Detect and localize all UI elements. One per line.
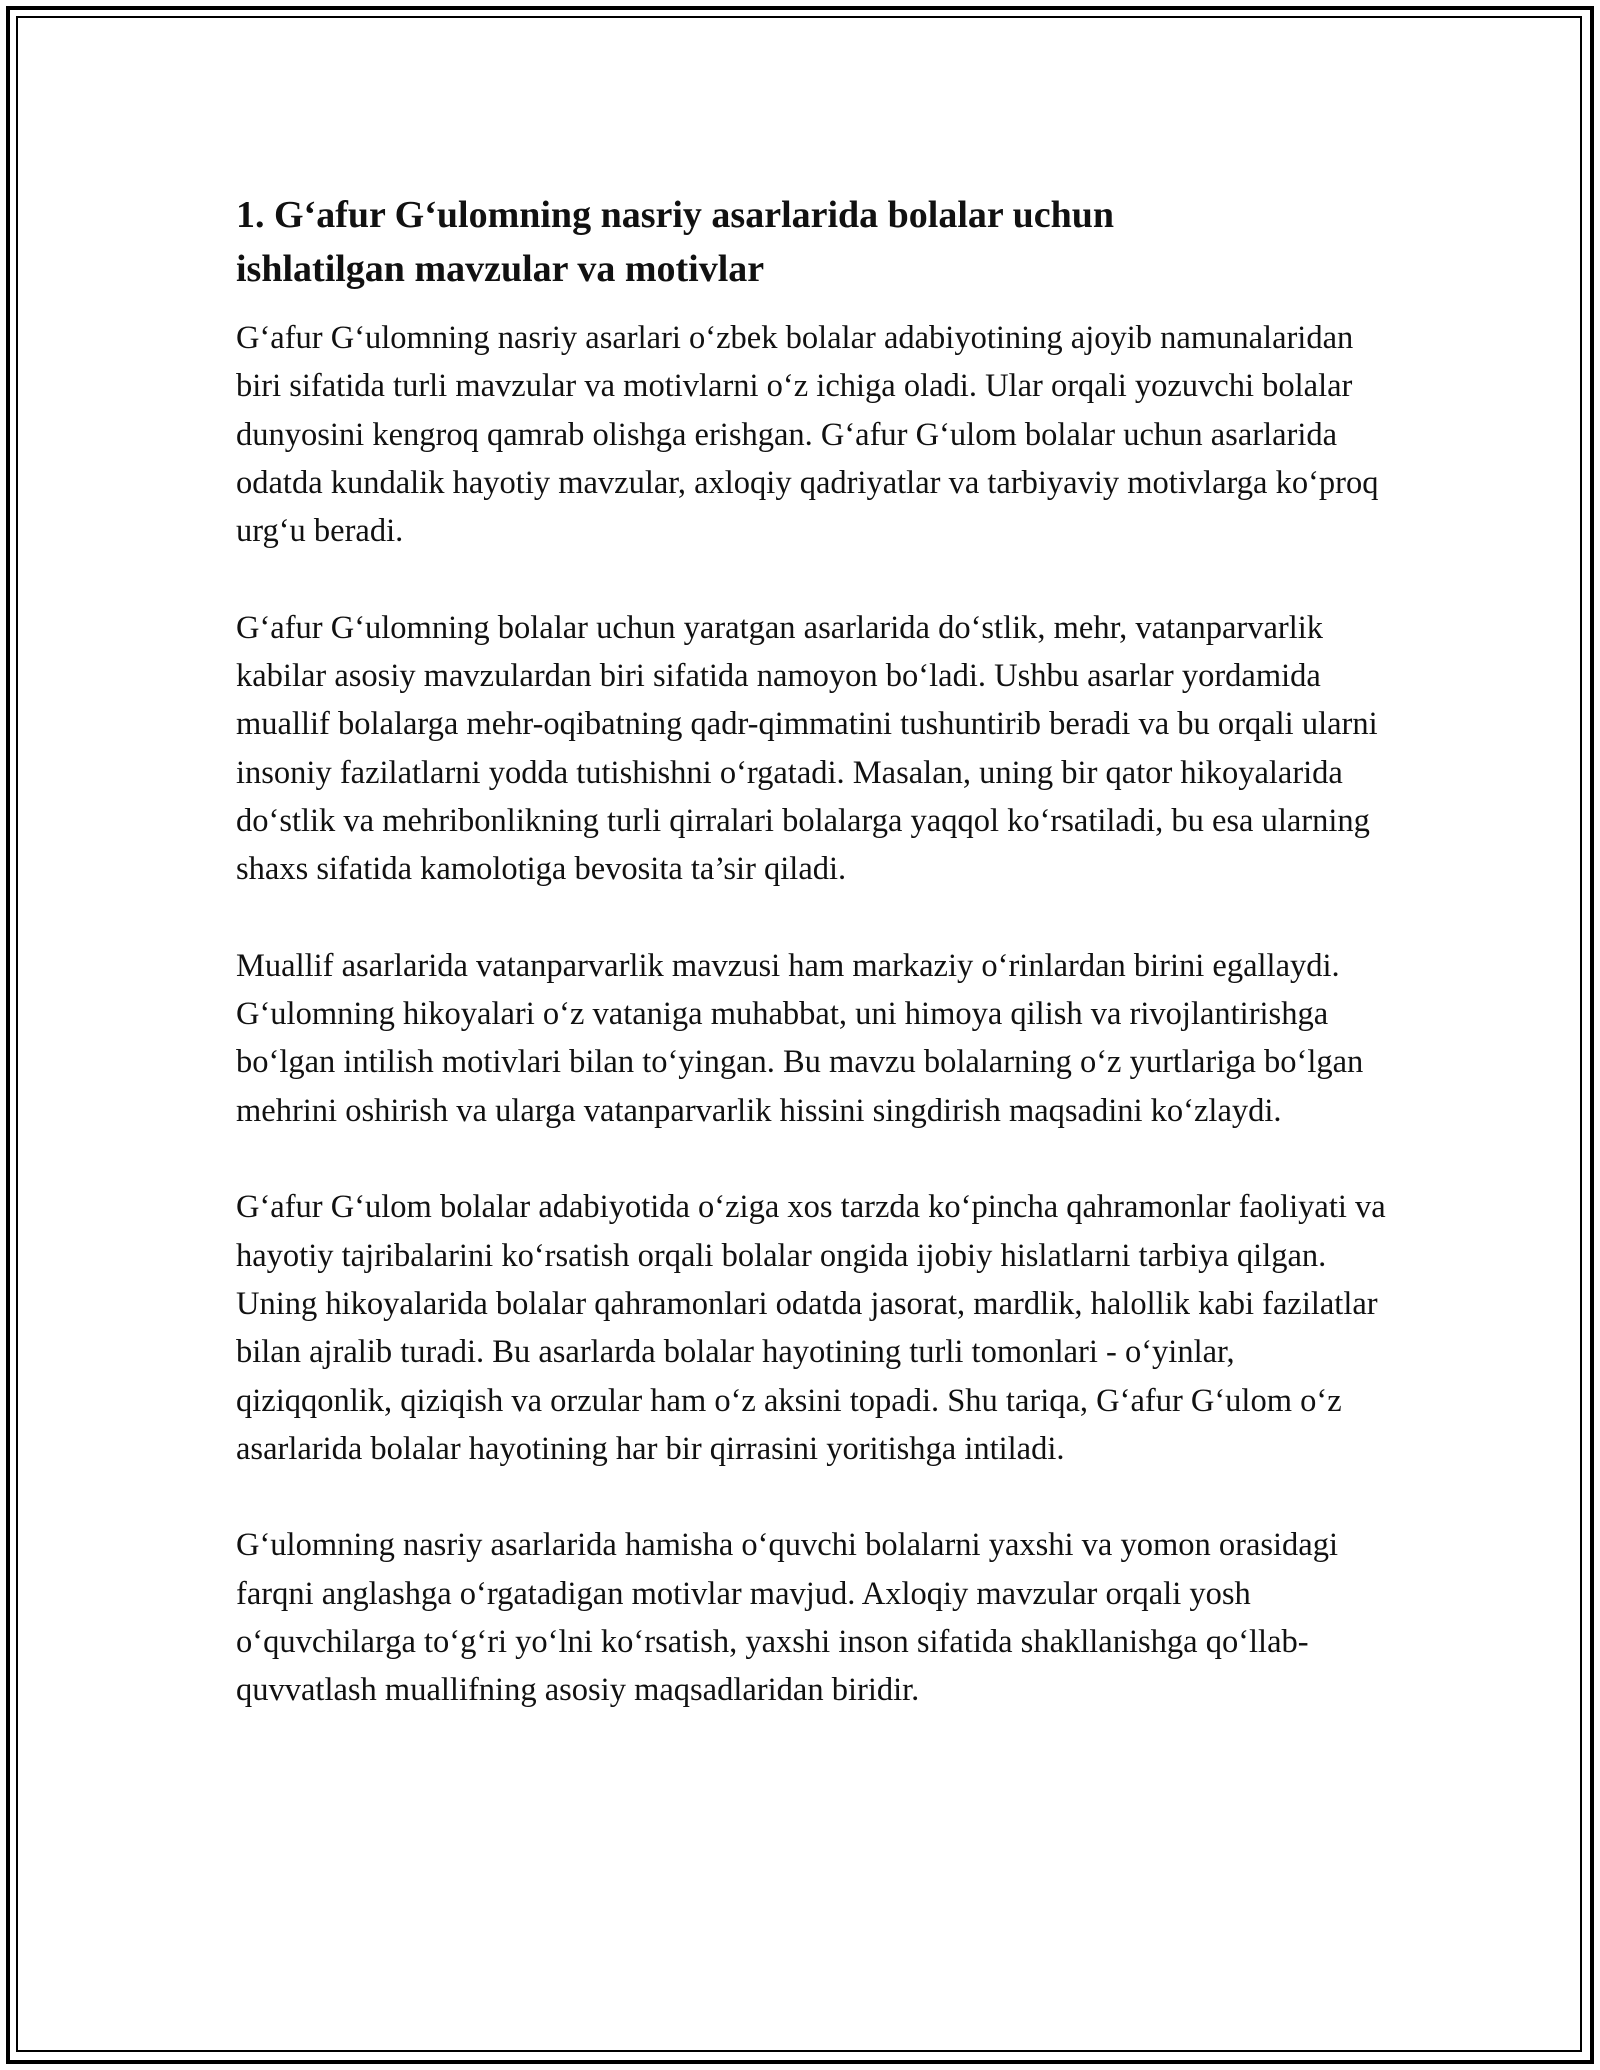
paragraph-1: G‘afur G‘ulomning nasriy asarlari o‘zbek bolalar adabiyotining ajoyib namunalaridan biri sifatida turli mavzular va motivlarni o‘z ichiga oladi. Ular orqali yozuvchi bolalar dunyosini kengroq qamrab olishga erishgan. G‘afur G‘ulom bolalar uchun asarlarida odatda kundalik hayotiy mavzular, axloqiy qadriyatlar va tarbiyaviy motivlarga ko‘proq urg‘u beradi. — [236, 320, 1379, 550]
section-title: 1. G‘afur G‘ulomning nasriy asarlarida bolalar uchun ishlatilgan mavzular va motivlar — [236, 194, 1115, 290]
document-body — [236, 188, 1396, 1715]
paragraph-5: G‘ulomning nasriy asarlarida hamisha o‘quvchi bolalarni yaxshi va yomon orasidagi farqni anglashga o‘rgatadigan motivlar mavjud. Axloqiy mavzular orqali yosh o‘quvchilarga to‘g‘ri yo‘lni ko‘rsatish, yaxshi inson sifatida shakllanishga qo‘llab-quvvatlash muallifning asosiy maqsadlaridan biridir. — [236, 1527, 1339, 1709]
paragraph-4: G‘afur G‘ulom bolalar adabiyotida o‘ziga xos tarzda ko‘pincha qahramonlar faoliyati va hayotiy tajribalarini ko‘rsatish orqali bolalar ongida ijobiy hislatlarni tarbiya qilgan. Uning hikoyalarida bolalar qahramonlari odatda jasorat, mardlik, halollik kabi fazilatlar bilan ajralib turadi. Bu asarlarda bolalar hayotining turli tomonlari - o‘yinlar, qiziqqonlik, qiziqish va orzular ham o‘z aksini topadi. Shu tariqa, G‘afur G‘ulom o‘z asarlarida bolalar hayotining har bir qirrasini yoritishga intiladi. — [236, 1189, 1386, 1467]
paragraph-3: Muallif asarlarida vatanparvarlik mavzusi ham markaziy o‘rinlardan birini egallaydi. G‘ulomning hikoyalari o‘z vataniga muhabbat, uni himoya qilish va rivojlantirishga bo‘lgan intilish motivlari bilan to‘yingan. Bu mavzu bolalarning o‘z yurtlariga bo‘lgan mehrini oshirish va ularga vatanparvarlik hissini singdirish maqsadini ko‘zlaydi. — [236, 947, 1364, 1129]
paragraph-2: G‘afur G‘ulomning bolalar uchun yaratgan asarlarida do‘stlik, mehr, vatanparvarlik kabilar asosiy mavzulardan biri sifatida namoyon bo‘ladi. Ushbu asarlar yordamida muallif bolalarga mehr-oqibatning qadr-qimmatini tushuntirib beradi va bu orqali ularni insoniy fazilatlarni yodda tutishishni o‘rgatadi. Masalan, uning bir qator hikoyalarida do‘stlik va mehribonlikning turli qirralari bolalarga yaqqol ko‘rsatiladi, bu esa ularning shaxs sifatida kamolotiga bevosita ta’sir qiladi. — [236, 609, 1378, 888]
